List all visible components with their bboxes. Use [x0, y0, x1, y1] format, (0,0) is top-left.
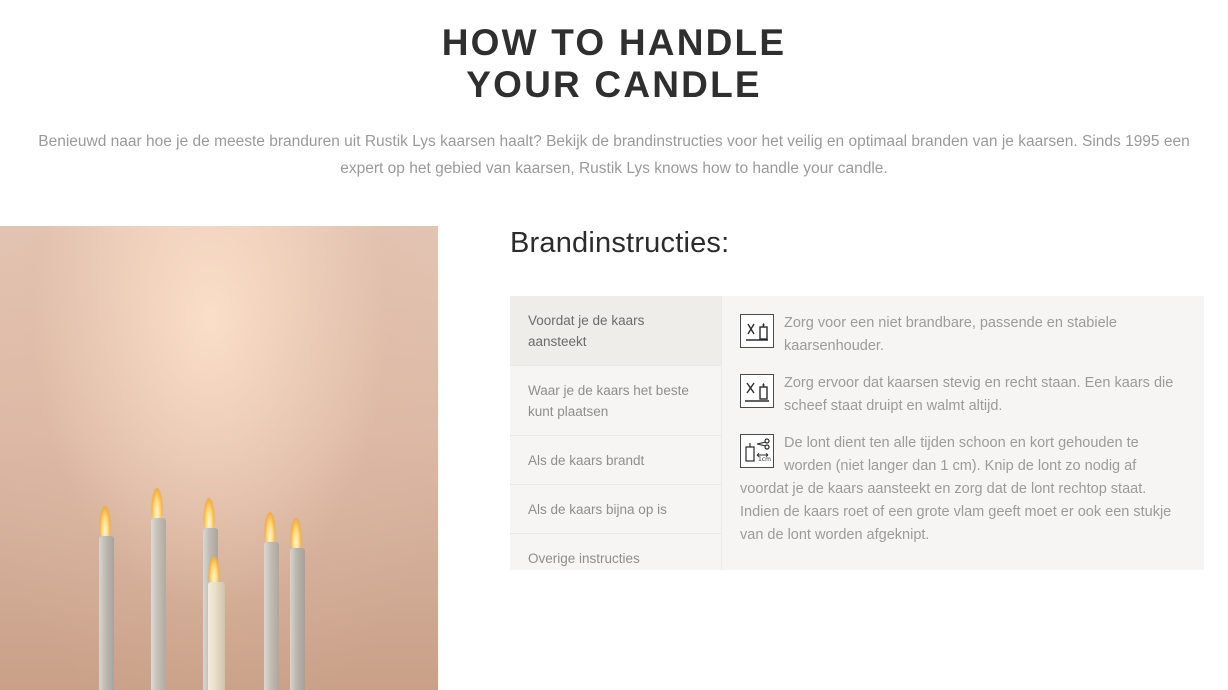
instructions-accordion — [510, 296, 722, 570]
instruction-item — [740, 432, 1184, 547]
candle-6 — [290, 548, 305, 690]
candle-holder-warning-icon — [740, 314, 774, 348]
instruction-list — [722, 296, 1204, 570]
accordion-item-label: Overige instructies — [528, 551, 640, 566]
page-title-line-1: HOW TO HANDLE — [441, 22, 787, 63]
candle-1 — [99, 536, 114, 690]
accordion-item-before-lighting[interactable] — [510, 296, 721, 366]
accordion-item-label: Waar je de kaars het beste kunt plaatsen — [528, 383, 689, 419]
candle-4 — [208, 582, 225, 690]
accordion-item-other[interactable] — [510, 534, 721, 582]
trim-wick-scissors-icon — [740, 434, 774, 468]
instructions-panel — [510, 296, 1204, 570]
accordion-item-label: Als de kaars brandt — [528, 453, 645, 468]
candle-5 — [264, 542, 279, 690]
candle-2 — [151, 518, 166, 690]
instruction-text: Zorg ervoor dat kaarsen stevig en recht staan. Een kaars die scheef staat druipt en walmt altijd. — [784, 375, 1174, 414]
instruction-item — [740, 312, 1184, 358]
page-title — [0, 22, 1228, 106]
page-title-line-2: YOUR CANDLE — [466, 64, 762, 105]
section-title: Brandinstructies: — [510, 227, 730, 259]
tilted-candle-warning-icon — [740, 374, 774, 408]
instruction-text: Zorg voor een niet brandbare, passende en stabiele kaarsenhouder. — [784, 315, 1117, 354]
accordion-item-label: Voordat je de kaars aansteekt — [528, 313, 645, 349]
hero-subtitle: Benieuwd naar hoe je de meeste branduren uit Rustik Lys kaarsen haalt? Bekijk de brandinstructies voor het veilig en optimaal branden van je kaarsen. Sinds 1995 een expert op het gebied van kaarsen, Rustik Lys knows how to handle your candle. — [38, 133, 1190, 177]
instructions-column — [510, 226, 1204, 566]
instruction-item — [740, 372, 1184, 418]
accordion-item-almost-finished[interactable] — [510, 485, 721, 534]
instruction-text: De lont dient ten alle tijden schoon en kort gehouden te worden (niet langer dan 1 cm). Knip de lont zo nodig af voordat je de kaars aansteekt en zorg dat de lont rechtop staat. Indien de kaars roet of een grote vlam geeft moet er ook een stukje van de lont worden afgeknipt. — [740, 435, 1172, 543]
accordion-item-while-burning[interactable] — [510, 436, 721, 485]
hero-section — [0, 0, 1228, 182]
accordion-item-label: Als de kaars bijna op is — [528, 502, 667, 517]
svg-text:1cm: 1cm — [758, 456, 771, 463]
content-area — [0, 226, 1228, 690]
candles-photo — [0, 226, 438, 690]
accordion-item-placement[interactable] — [510, 366, 721, 436]
